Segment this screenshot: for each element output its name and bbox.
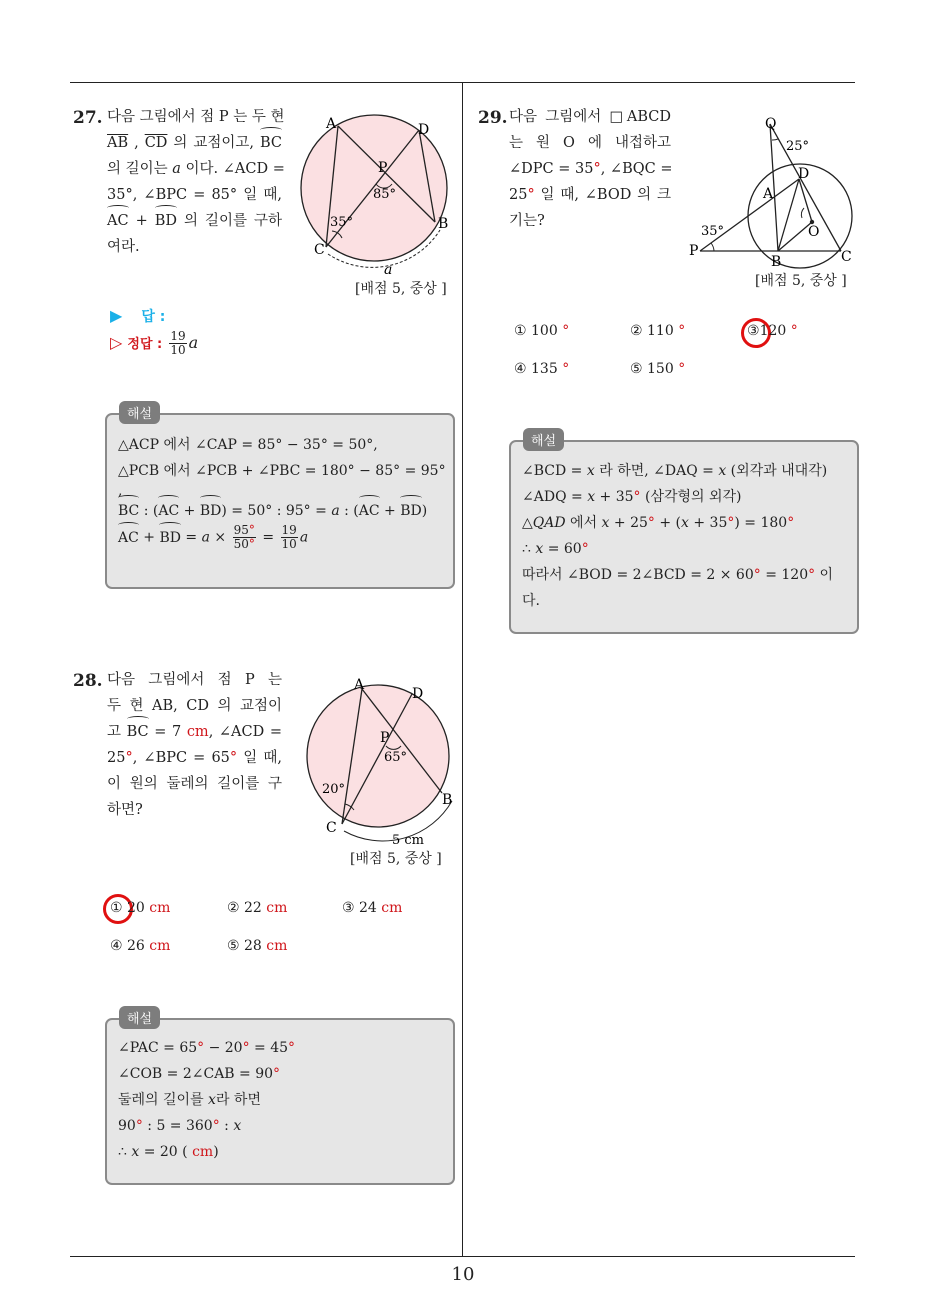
q27-correct-fraction: $\frac{19}{10}$: [170, 329, 186, 357]
q27-label-B: B: [438, 216, 449, 232]
q27-line-1: 다음 그림에서 점 P 는 두 현: [107, 109, 285, 125]
q28-label-B: B: [442, 792, 453, 808]
q29-sol-line-3: △QAD 에서 x + 25° + (x + 35°) = 180°: [522, 515, 795, 531]
q27-correct-label: 정답 :: [127, 337, 163, 352]
q27-sol-line-1: △ACP 에서 ∠CAP = 85° − 35° = 50°,: [118, 437, 378, 453]
q28-line-2: 두 현 AB, CD 의 교점이: [107, 698, 282, 714]
q28-line-6: 하면?: [107, 802, 143, 818]
q28-choice-2[interactable]: ② 22 cm: [227, 900, 288, 916]
q29-line-3: ∠DPC = 35°, ∠BQC =: [509, 161, 673, 177]
q28-label-C: C: [326, 820, 337, 836]
q27-sol-line-2: △PCB 에서 ∠PCB + ∠PBC = 180° − 85° = 95°: [118, 463, 446, 479]
q28-text: [107, 667, 282, 823]
q29-label-A: A: [763, 186, 774, 202]
q28-label-angle-c: 20°: [322, 782, 346, 797]
q29-sol-line-6: 다.: [522, 593, 540, 609]
q28-line-4: 25°, ∠BPC = 65° 일 때,: [107, 750, 282, 766]
column-divider: [462, 83, 463, 1257]
q29-choice-3[interactable]: ③120 °: [747, 323, 798, 339]
bottom-rule: [70, 1256, 855, 1257]
q27-sol-line-4: BC : (AC + BD) = 50° : 95° = a : (AC + BD): [118, 498, 446, 524]
q28-solution-tag: 해설: [119, 1006, 160, 1029]
q27-line-2: $\overline{AB}$ , $\overline{CD}$ 의 교점이고, BC: [107, 130, 282, 156]
q29-choice-2[interactable]: ② 110 °: [630, 323, 686, 339]
q29-label-angle-q: 25°: [786, 139, 810, 154]
q29-solution-tag: 해설: [523, 428, 564, 451]
q28-choice-5[interactable]: ⑤ 28 cm: [227, 938, 288, 954]
q27-line-3: 의 길이는 a 이다. ∠ACD =: [107, 161, 285, 177]
q27-solution-tag: 해설: [119, 401, 160, 424]
q27-answer-label: 답 :: [141, 309, 166, 325]
q27-correct-row: [110, 330, 198, 357]
q28-line-5: 이 원의 둘레의 길이를 구: [107, 776, 282, 792]
q29-line-4: 25° 일 때, ∠BOD 의 크: [509, 187, 671, 203]
play-arrow-icon: ▶: [110, 306, 123, 325]
q29-label-C: C: [841, 249, 852, 265]
page-number: 10: [451, 1264, 475, 1285]
q28-label-D: D: [412, 686, 424, 702]
q28-number: 28.: [73, 671, 103, 691]
q27-label-angle-p: 85°: [373, 187, 397, 202]
q28-choice-4[interactable]: ④ 26 cm: [110, 938, 171, 954]
q29-line-1: 다음 그림에서 □ABCD: [509, 109, 671, 125]
q29-sol-line-1: ∠BCD = x 라 하면, ∠DAQ = x (외각과 내대각): [522, 463, 828, 479]
q27-score: [배점 5, 중상 ]: [355, 281, 447, 297]
q28-sol-line-4: 90° : 5 = 360° : x: [118, 1118, 242, 1134]
q27-label-A: A: [326, 116, 337, 132]
q29-label-Q: Q: [765, 116, 777, 132]
q27-label-D: D: [418, 122, 430, 138]
q29-sol-line-5: 따라서 ∠BOD = 2∠BCD = 2 × 60° = 120° 이: [522, 567, 834, 583]
q28-line-1: 다음 그림에서 점 P 는: [107, 672, 282, 688]
q27-solution-text: [118, 432, 446, 551]
q28-solution-text: [118, 1035, 295, 1165]
q28-sol-line-3: 둘레의 길이를 x라 하면: [118, 1092, 261, 1108]
q28-label-A: A: [354, 677, 365, 693]
q28-label-angle-p: 65°: [384, 750, 408, 765]
q29-number: 29.: [478, 108, 508, 128]
q28-choice-3[interactable]: ③ 24 cm: [342, 900, 403, 916]
q29-score: [배점 5, 중상 ]: [755, 273, 847, 289]
q29-label-D: D: [798, 166, 810, 182]
q27-label-arc: a: [384, 262, 393, 278]
q29-line-5: 기는?: [509, 213, 545, 229]
q28-sol-line-2: ∠COB = 2∠CAB = 90°: [118, 1066, 281, 1082]
q27-line-6: 여라.: [107, 239, 140, 255]
q27-number: 27.: [73, 108, 103, 128]
q29-choice-1[interactable]: ① 100 °: [514, 323, 570, 339]
q27-text: [107, 104, 285, 260]
q28-label-P: P: [380, 730, 390, 746]
q29-choice-5[interactable]: ⑤ 150 °: [630, 361, 686, 377]
q29-text: [509, 104, 671, 234]
triangle-right-icon: ▷: [110, 333, 123, 352]
q28-score: [배점 5, 중상 ]: [350, 851, 442, 867]
q29-solution-text: [522, 458, 833, 614]
q28-sol-line-1: ∠PAC = 65° − 20° = 45°: [118, 1040, 296, 1056]
q27-figure: [298, 112, 458, 282]
q27-sol-line-5: AC + BD = a × $\frac{95^\circ}{50^\circ}$ = $\frac{19}{10}$ a: [118, 523, 309, 551]
q27-label-angle-c: 35°: [330, 215, 354, 230]
q27-sol-line-3: ,: [118, 483, 123, 499]
q29-label-B: B: [771, 254, 782, 270]
q27-label-P: P: [378, 160, 388, 176]
q27-answer-row: [110, 306, 165, 326]
q28-choice-1[interactable]: ① 20 cm: [110, 900, 171, 916]
q28-sol-line-5: ∴ x = 20 ( cm): [118, 1144, 219, 1160]
q29-label-P: P: [689, 243, 699, 259]
q29-sol-line-4: ∴ x = 60°: [522, 541, 589, 557]
q27-correct-var: a: [188, 333, 199, 352]
q27-label-C: C: [314, 242, 325, 258]
q28-line-3: 고 BC = 7 cm, ∠ACD =: [107, 719, 282, 745]
q29-figure: [686, 110, 861, 270]
q29-sol-line-2: ∠ADQ = x + 35° (삼각형의 외각): [522, 489, 742, 505]
q29-line-2: 는 원 O 에 내접하고: [509, 135, 671, 151]
q29-label-O: O: [808, 224, 820, 240]
q28-label-arc: 5 cm: [392, 833, 425, 848]
q29-label-angle-p: 35°: [701, 224, 725, 239]
q28-figure: [304, 676, 464, 851]
q29-choice-4[interactable]: ④ 135 °: [514, 361, 570, 377]
q27-line-4: 35°, ∠BPC = 85° 일 때,: [107, 187, 282, 203]
q27-line-5: AC + BD 의 길이를 구하: [107, 208, 282, 234]
